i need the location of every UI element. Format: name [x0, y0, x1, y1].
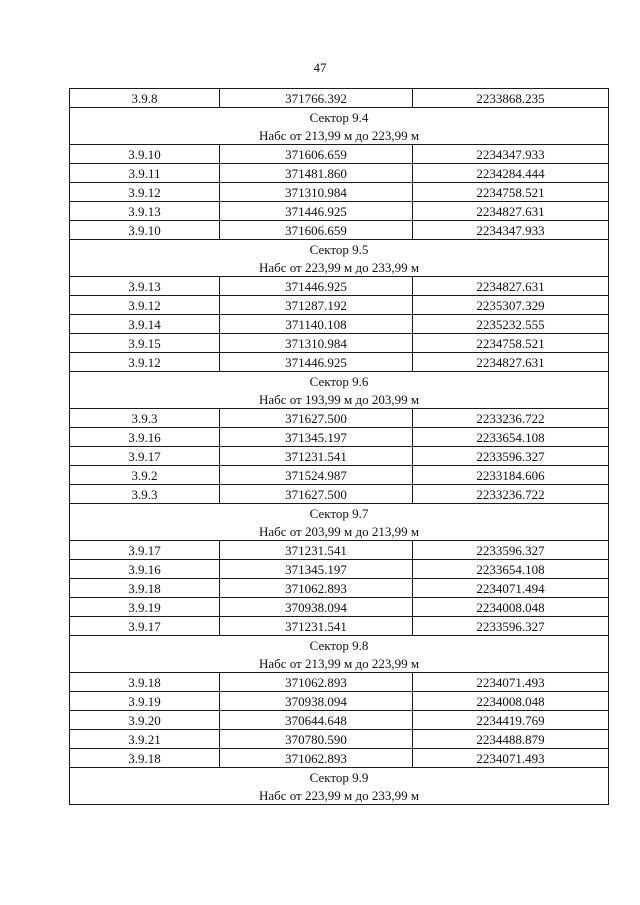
x-coordinate-cell: 371446.925: [220, 202, 413, 221]
table-row: [70, 277, 609, 296]
table-row: [70, 89, 609, 108]
sector-elevation-range: Набс от 193,99 м до 203,99 м: [70, 390, 609, 409]
sector-title-row: [70, 240, 609, 259]
point-id-cell: 3.9.17: [70, 541, 220, 560]
sector-title-row: [70, 108, 609, 127]
y-coordinate-cell: 2234008.048: [413, 692, 609, 711]
sector-title-row: [70, 636, 609, 655]
table-row: [70, 428, 609, 447]
point-id-cell: 3.9.12: [70, 353, 220, 372]
sector-range-row: [70, 390, 609, 409]
table-row: [70, 579, 609, 598]
table-row: [70, 145, 609, 164]
point-id-cell: 3.9.3: [70, 485, 220, 504]
x-coordinate-cell: 371062.893: [220, 749, 413, 768]
sector-title: Сектор 9.5: [70, 240, 609, 259]
point-id-cell: 3.9.15: [70, 334, 220, 353]
x-coordinate-cell: 371524.987: [220, 466, 413, 485]
y-coordinate-cell: 2234347.933: [413, 221, 609, 240]
y-coordinate-cell: 2233596.327: [413, 447, 609, 466]
table-row: [70, 447, 609, 466]
point-id-cell: 3.9.16: [70, 560, 220, 579]
table-row: [70, 617, 609, 636]
x-coordinate-cell: 370938.094: [220, 598, 413, 617]
table-row: [70, 730, 609, 749]
point-id-cell: 3.9.17: [70, 447, 220, 466]
table-row: [70, 541, 609, 560]
sector-title: Сектор 9.9: [70, 768, 609, 787]
x-coordinate-cell: 371345.197: [220, 560, 413, 579]
sector-elevation-range: Набс от 213,99 м до 223,99 м: [70, 654, 609, 673]
point-id-cell: 3.9.11: [70, 164, 220, 183]
point-id-cell: 3.9.18: [70, 749, 220, 768]
x-coordinate-cell: 370644.648: [220, 711, 413, 730]
table-row: [70, 221, 609, 240]
table-row: [70, 409, 609, 428]
sector-range-row: [70, 258, 609, 277]
y-coordinate-cell: 2234071.493: [413, 749, 609, 768]
page-number: 47: [313, 60, 327, 75]
table-row: [70, 485, 609, 504]
point-id-cell: 3.9.12: [70, 296, 220, 315]
y-coordinate-cell: 2234071.494: [413, 579, 609, 598]
table-row: [70, 749, 609, 768]
x-coordinate-cell: 371231.541: [220, 541, 413, 560]
point-id-cell: 3.9.21: [70, 730, 220, 749]
sector-title: Сектор 9.4: [70, 108, 609, 127]
y-coordinate-cell: 2234347.933: [413, 145, 609, 164]
sector-range-row: [70, 522, 609, 541]
y-coordinate-cell: 2234008.048: [413, 598, 609, 617]
sector-range-row: [70, 786, 609, 805]
x-coordinate-cell: 370938.094: [220, 692, 413, 711]
sector-elevation-range: Набс от 213,99 м до 223,99 м: [70, 126, 609, 145]
y-coordinate-cell: 2234284.444: [413, 164, 609, 183]
point-id-cell: 3.9.2: [70, 466, 220, 485]
y-coordinate-cell: 2234827.631: [413, 353, 609, 372]
x-coordinate-cell: 371310.984: [220, 334, 413, 353]
point-id-cell: 3.9.12: [70, 183, 220, 202]
table-row: [70, 315, 609, 334]
y-coordinate-cell: 2233596.327: [413, 617, 609, 636]
table-row: [70, 673, 609, 692]
sector-elevation-range: Набс от 203,99 м до 213,99 м: [70, 522, 609, 541]
sector-elevation-range: Набс от 223,99 м до 233,99 м: [70, 786, 609, 805]
x-coordinate-cell: 371446.925: [220, 353, 413, 372]
sector-title-row: [70, 768, 609, 787]
table-row: [70, 711, 609, 730]
x-coordinate-cell: 371231.541: [220, 447, 413, 466]
x-coordinate-cell: 371627.500: [220, 485, 413, 504]
x-coordinate-cell: 371310.984: [220, 183, 413, 202]
y-coordinate-cell: 2234758.521: [413, 334, 609, 353]
y-coordinate-cell: 2233596.327: [413, 541, 609, 560]
table-row: [70, 466, 609, 485]
x-coordinate-cell: 371062.893: [220, 579, 413, 598]
y-coordinate-cell: 2234071.493: [413, 673, 609, 692]
point-id-cell: 3.9.16: [70, 428, 220, 447]
table-row: [70, 202, 609, 221]
x-coordinate-cell: 371446.925: [220, 277, 413, 296]
x-coordinate-cell: 371606.659: [220, 145, 413, 164]
table-row: [70, 353, 609, 372]
y-coordinate-cell: 2234827.631: [413, 277, 609, 296]
point-id-cell: 3.9.10: [70, 145, 220, 164]
y-coordinate-cell: 2233654.108: [413, 560, 609, 579]
x-coordinate-cell: 370780.590: [220, 730, 413, 749]
table-row: [70, 598, 609, 617]
table-row: [70, 560, 609, 579]
sector-title-row: [70, 504, 609, 523]
point-id-cell: 3.9.17: [70, 617, 220, 636]
sector-title: Сектор 9.8: [70, 636, 609, 655]
point-id-cell: 3.9.19: [70, 598, 220, 617]
x-coordinate-cell: 371766.392: [220, 89, 413, 108]
x-coordinate-cell: 371140.108: [220, 315, 413, 334]
point-id-cell: 3.9.13: [70, 277, 220, 296]
point-id-cell: 3.9.10: [70, 221, 220, 240]
table-row: [70, 296, 609, 315]
y-coordinate-cell: 2234488.879: [413, 730, 609, 749]
point-id-cell: 3.9.18: [70, 673, 220, 692]
y-coordinate-cell: 2233654.108: [413, 428, 609, 447]
point-id-cell: 3.9.19: [70, 692, 220, 711]
y-coordinate-cell: 2235232.555: [413, 315, 609, 334]
table-row: [70, 334, 609, 353]
y-coordinate-cell: 2233236.722: [413, 409, 609, 428]
point-id-cell: 3.9.3: [70, 409, 220, 428]
x-coordinate-cell: 371606.659: [220, 221, 413, 240]
sector-title: Сектор 9.7: [70, 504, 609, 523]
sector-elevation-range: Набс от 223,99 м до 233,99 м: [70, 258, 609, 277]
sector-title: Сектор 9.6: [70, 372, 609, 391]
sector-range-row: [70, 126, 609, 145]
x-coordinate-cell: 371062.893: [220, 673, 413, 692]
point-id-cell: 3.9.14: [70, 315, 220, 334]
table-row: [70, 164, 609, 183]
x-coordinate-cell: 371287.192: [220, 296, 413, 315]
point-id-cell: 3.9.18: [70, 579, 220, 598]
y-coordinate-cell: 2235307.329: [413, 296, 609, 315]
sector-range-row: [70, 654, 609, 673]
y-coordinate-cell: 2233184.606: [413, 466, 609, 485]
table-row: [70, 183, 609, 202]
point-id-cell: 3.9.8: [70, 89, 220, 108]
sector-title-row: [70, 372, 609, 391]
y-coordinate-cell: 2233236.722: [413, 485, 609, 504]
x-coordinate-cell: 371231.541: [220, 617, 413, 636]
table-row: [70, 692, 609, 711]
y-coordinate-cell: 2234419.769: [413, 711, 609, 730]
coordinates-table: [69, 88, 609, 805]
y-coordinate-cell: 2233868.235: [413, 89, 609, 108]
point-id-cell: 3.9.20: [70, 711, 220, 730]
x-coordinate-cell: 371481.860: [220, 164, 413, 183]
x-coordinate-cell: 371345.197: [220, 428, 413, 447]
coordinates-table-body: [70, 89, 609, 805]
point-id-cell: 3.9.13: [70, 202, 220, 221]
x-coordinate-cell: 371627.500: [220, 409, 413, 428]
y-coordinate-cell: 2234758.521: [413, 183, 609, 202]
y-coordinate-cell: 2234827.631: [413, 202, 609, 221]
